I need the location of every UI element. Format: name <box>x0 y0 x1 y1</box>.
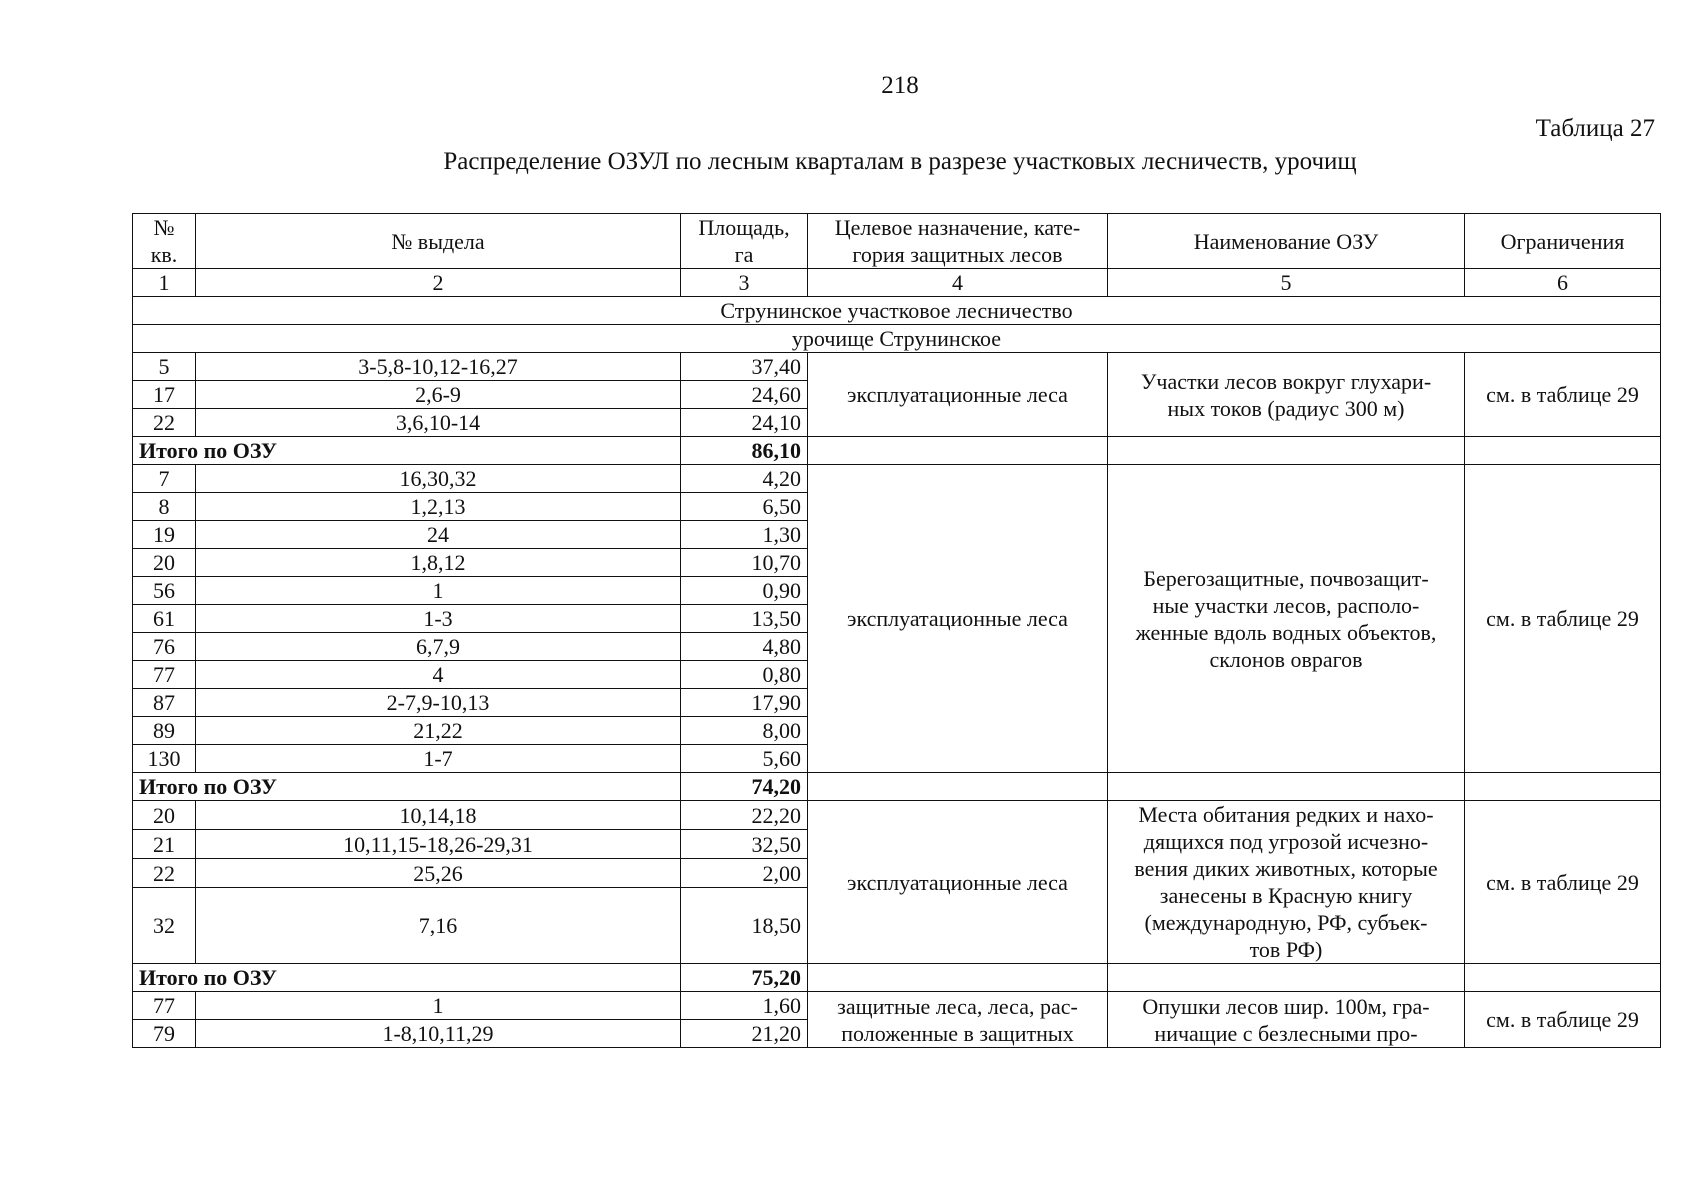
column-number: 5 <box>1108 269 1465 297</box>
restriction-cell: см. в таблице 29 <box>1465 992 1661 1048</box>
total-value: 74,20 <box>681 773 808 801</box>
empty-cell <box>808 773 1108 801</box>
empty-cell <box>808 437 1108 465</box>
vydel-cell: 1,8,12 <box>196 549 681 577</box>
vydel-cell: 25,26 <box>196 859 681 888</box>
table-row <box>133 801 1661 830</box>
column-number: 1 <box>133 269 196 297</box>
total-row <box>133 964 1661 992</box>
column-number: 3 <box>681 269 808 297</box>
area-cell: 6,50 <box>681 493 808 521</box>
kv-cell: 89 <box>133 717 196 745</box>
vydel-cell: 2-7,9-10,13 <box>196 689 681 717</box>
kv-cell: 61 <box>133 605 196 633</box>
restriction-cell: см. в таблице 29 <box>1465 353 1661 437</box>
vydel-cell: 10,11,15-18,26-29,31 <box>196 830 681 859</box>
empty-cell <box>1108 773 1465 801</box>
table-title: Распределение ОЗУЛ по лесным кварталам в разрезе участковых лесничеств, урочищ <box>443 148 1357 175</box>
table-row <box>133 465 1661 493</box>
vydel-cell: 4 <box>196 661 681 689</box>
vydel-cell: 16,30,32 <box>196 465 681 493</box>
vydel-cell: 7,16 <box>196 888 681 964</box>
tract-name: урочище Струнинское <box>133 325 1661 353</box>
ozu-name-cell: Участки лесов вокруг глухари- ных токов (радиус 300 м) <box>1108 353 1465 437</box>
total-label: Итого по ОЗУ <box>133 964 681 992</box>
empty-cell <box>1465 773 1661 801</box>
header-purpose: Целевое назначение, кате- гория защитных лесов <box>808 214 1108 269</box>
header-vydel: № выдела <box>196 214 681 269</box>
vydel-cell: 3-5,8-10,12-16,27 <box>196 353 681 381</box>
vydel-cell: 3,6,10-14 <box>196 409 681 437</box>
kv-cell: 8 <box>133 493 196 521</box>
ozu-table <box>132 213 1661 1048</box>
kv-cell: 7 <box>133 465 196 493</box>
column-number: 2 <box>196 269 681 297</box>
kv-cell: 56 <box>133 577 196 605</box>
total-row <box>133 773 1661 801</box>
ozu-name-cell: Берегозащитные, почвозащит- ные участки лесов, располо- женные вдоль водных объектов, склонов оврагов <box>1108 465 1465 773</box>
vydel-cell: 1 <box>196 992 681 1020</box>
header-name: Наименование ОЗУ <box>1108 214 1465 269</box>
area-cell: 18,50 <box>681 888 808 964</box>
column-number: 4 <box>808 269 1108 297</box>
area-cell: 8,00 <box>681 717 808 745</box>
header-restrictions: Ограничения <box>1465 214 1661 269</box>
empty-cell <box>808 964 1108 992</box>
table-body <box>133 353 1661 1048</box>
area-cell: 1,30 <box>681 521 808 549</box>
vydel-cell: 1 <box>196 577 681 605</box>
ozu-name-cell: Места обитания редких и нахо- дящихся под угрозой исчезно- вения диких животных, которые занесены в Красную книгу (международную, РФ, субъек- тов РФ) <box>1108 801 1465 964</box>
total-value: 86,10 <box>681 437 808 465</box>
header-kv: № кв. <box>133 214 196 269</box>
restriction-cell: см. в таблице 29 <box>1465 801 1661 964</box>
header-area: Площадь, га <box>681 214 808 269</box>
kv-cell: 130 <box>133 745 196 773</box>
ozu-name-cell: Опушки лесов шир. 100м, гра- ничащие с безлесными про- <box>1108 992 1465 1048</box>
area-cell: 24,60 <box>681 381 808 409</box>
header-row <box>133 214 1661 269</box>
vydel-cell: 6,7,9 <box>196 633 681 661</box>
vydel-cell: 2,6-9 <box>196 381 681 409</box>
restriction-cell: см. в таблице 29 <box>1465 465 1661 773</box>
kv-cell: 87 <box>133 689 196 717</box>
purpose-cell: защитные леса, леса, рас- положенные в защитных <box>808 992 1108 1048</box>
kv-cell: 76 <box>133 633 196 661</box>
empty-cell <box>1108 437 1465 465</box>
kv-cell: 20 <box>133 549 196 577</box>
area-cell: 17,90 <box>681 689 808 717</box>
purpose-cell: эксплуатационные леса <box>808 353 1108 437</box>
empty-cell <box>1108 964 1465 992</box>
area-cell: 0,90 <box>681 577 808 605</box>
vydel-cell: 1-7 <box>196 745 681 773</box>
area-cell: 37,40 <box>681 353 808 381</box>
forestry-name: Струнинское участковое лесничество <box>133 297 1661 325</box>
area-cell: 0,80 <box>681 661 808 689</box>
kv-cell: 32 <box>133 888 196 964</box>
area-cell: 32,50 <box>681 830 808 859</box>
kv-cell: 77 <box>133 992 196 1020</box>
vydel-cell: 10,14,18 <box>196 801 681 830</box>
empty-cell <box>1465 437 1661 465</box>
total-label: Итого по ОЗУ <box>133 773 681 801</box>
kv-cell: 17 <box>133 381 196 409</box>
vydel-cell: 24 <box>196 521 681 549</box>
area-cell: 10,70 <box>681 549 808 577</box>
kv-cell: 19 <box>133 521 196 549</box>
table-label: Таблица 27 <box>1535 115 1655 142</box>
kv-cell: 20 <box>133 801 196 830</box>
kv-cell: 21 <box>133 830 196 859</box>
empty-cell <box>1465 964 1661 992</box>
kv-cell: 22 <box>133 409 196 437</box>
area-cell: 13,50 <box>681 605 808 633</box>
column-number: 6 <box>1465 269 1661 297</box>
area-cell: 1,60 <box>681 992 808 1020</box>
purpose-cell: эксплуатационные леса <box>808 465 1108 773</box>
kv-cell: 22 <box>133 859 196 888</box>
area-cell: 4,20 <box>681 465 808 493</box>
purpose-cell: эксплуатационные леса <box>808 801 1108 964</box>
total-label: Итого по ОЗУ <box>133 437 681 465</box>
vydel-cell: 1-3 <box>196 605 681 633</box>
area-cell: 2,00 <box>681 859 808 888</box>
total-value: 75,20 <box>681 964 808 992</box>
kv-cell: 79 <box>133 1020 196 1048</box>
area-cell: 5,60 <box>681 745 808 773</box>
kv-cell: 5 <box>133 353 196 381</box>
section-row <box>133 325 1661 353</box>
section-row <box>133 297 1661 325</box>
table-row <box>133 992 1661 1020</box>
area-cell: 22,20 <box>681 801 808 830</box>
area-cell: 4,80 <box>681 633 808 661</box>
vydel-cell: 1-8,10,11,29 <box>196 1020 681 1048</box>
total-row <box>133 437 1661 465</box>
area-cell: 21,20 <box>681 1020 808 1048</box>
page-number: 218 <box>881 72 919 99</box>
table-row <box>133 353 1661 381</box>
column-number-row <box>133 269 1661 297</box>
vydel-cell: 1,2,13 <box>196 493 681 521</box>
area-cell: 24,10 <box>681 409 808 437</box>
vydel-cell: 21,22 <box>196 717 681 745</box>
kv-cell: 77 <box>133 661 196 689</box>
